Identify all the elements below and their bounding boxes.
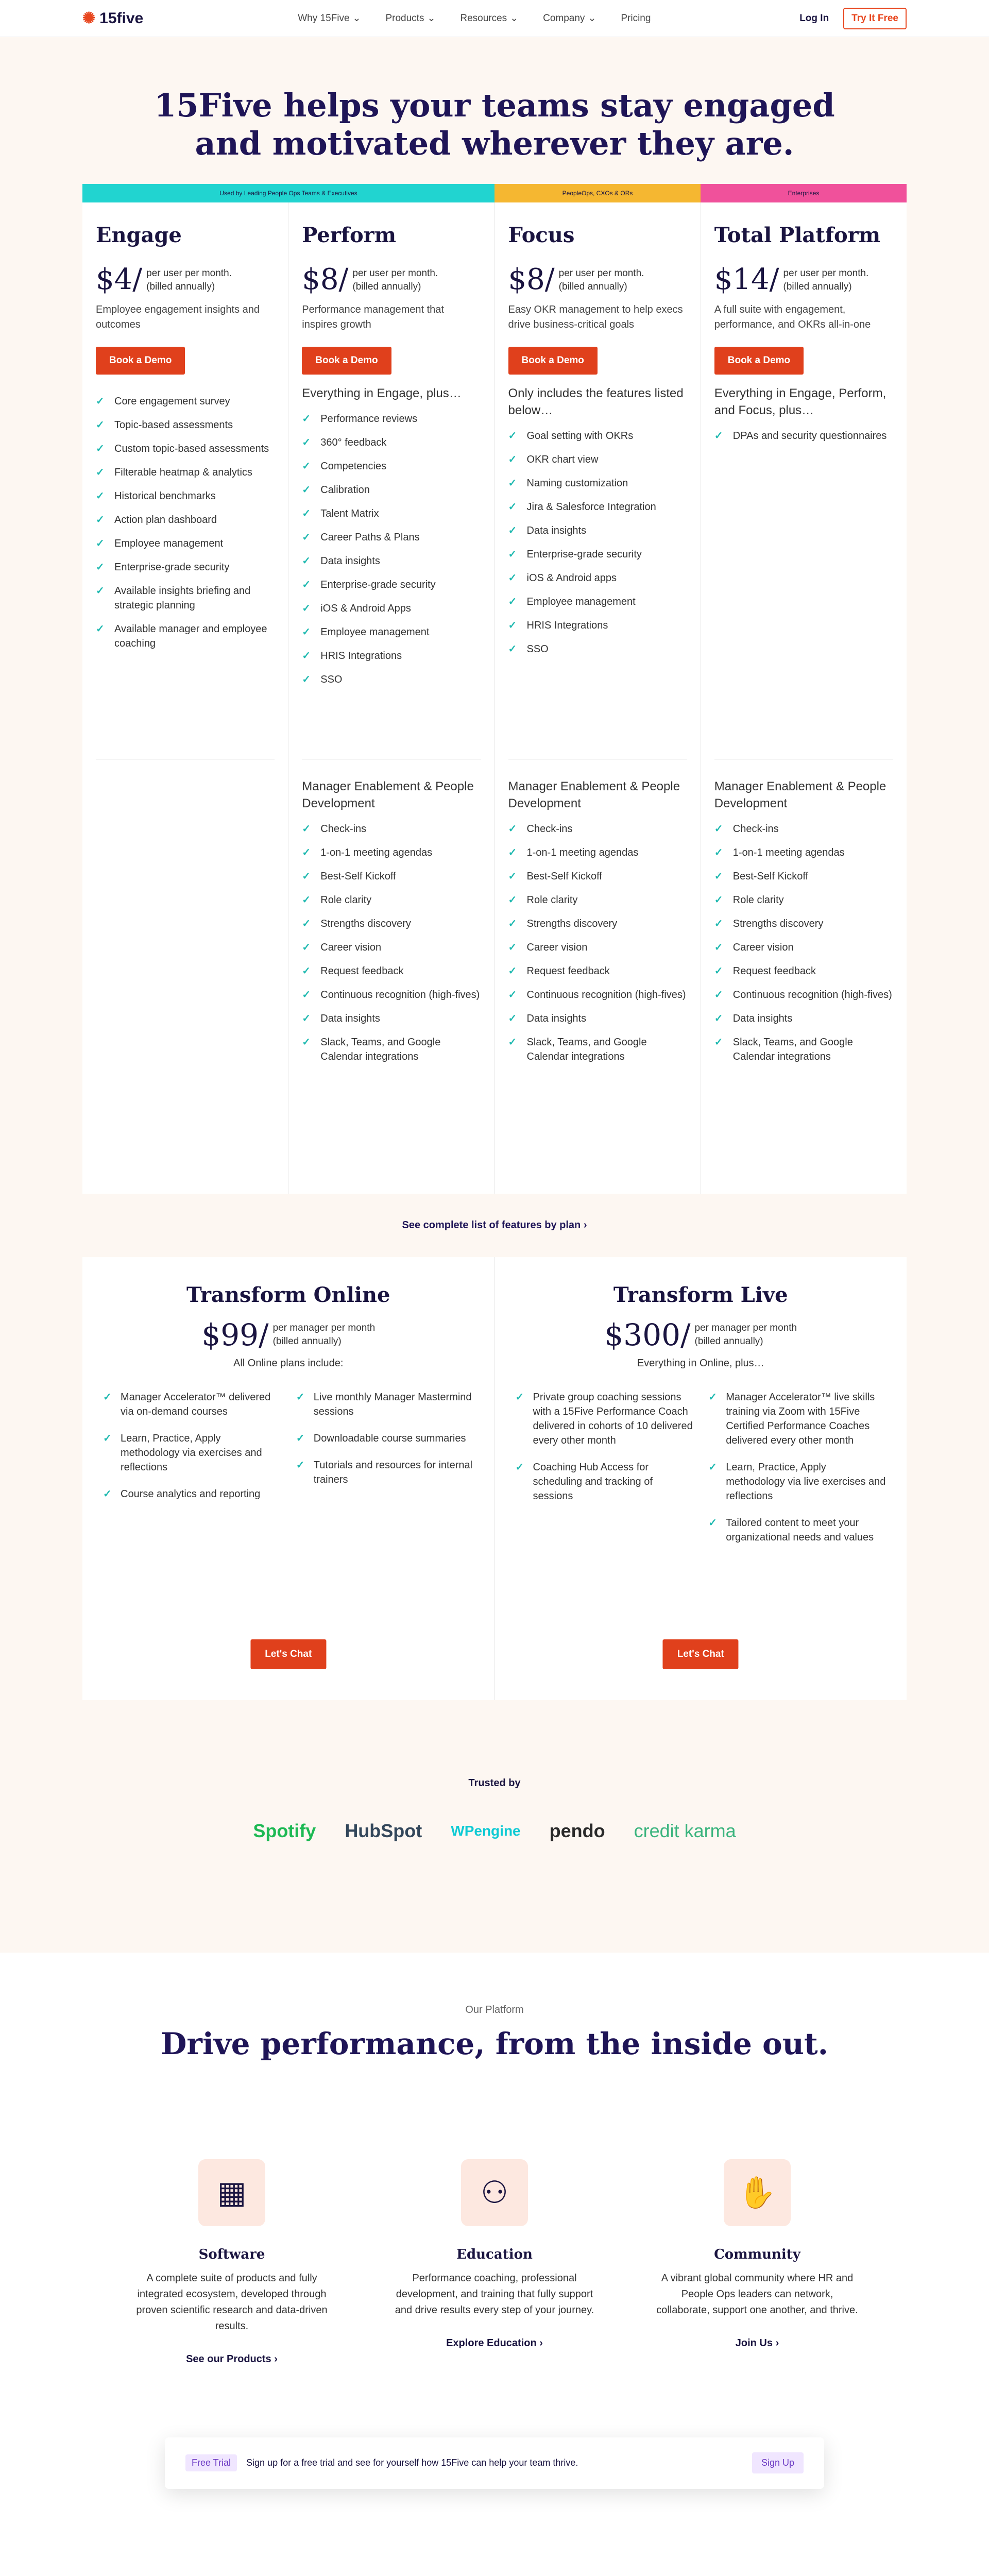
feature-item: ✓ Enterprise-grade security — [302, 578, 481, 592]
feature-item: ✓ Continuous recognition (high-fives) — [302, 988, 481, 1002]
nav-resources[interactable]: Resources ⌄ — [460, 12, 519, 24]
feature-item: ✓ Course analytics and reporting — [103, 1487, 281, 1501]
check-icon: ✓ — [508, 989, 517, 1001]
feature-item: ✓ Check-ins — [508, 822, 687, 836]
check-icon: ✓ — [302, 413, 311, 425]
feature-item: ✓ Role clarity — [302, 893, 481, 907]
education-text: Performance coaching, professional development, and training that fully support and drive results every step of your journey. — [395, 2272, 594, 2316]
feature-item: ✓ Career Paths & Plans — [302, 530, 481, 545]
check-icon: ✓ — [302, 579, 311, 590]
wpengine-logo: WPengine — [451, 1822, 521, 1839]
plan-price: $14/ — [714, 262, 779, 296]
check-icon: ✓ — [508, 965, 517, 977]
feature-item: ✓ HRIS Integrations — [302, 649, 481, 663]
feature-item: ✓ Coaching Hub Access for scheduling and tracking of sessions — [516, 1460, 693, 1503]
check-icon: ✓ — [296, 1432, 305, 1444]
free-trial-tag: Free Trial — [185, 2454, 237, 2471]
check-icon: ✓ — [508, 1036, 517, 1048]
feature-item: ✓ Strengths discovery — [508, 917, 687, 931]
plan-name: Focus — [508, 223, 575, 247]
nav-company[interactable]: Company ⌄ — [543, 12, 596, 24]
feature-item: ✓ Calibration — [302, 483, 481, 497]
platform-section — [0, 1953, 989, 2576]
check-icon: ✓ — [508, 941, 517, 953]
training-includes: All Online plans include: — [233, 1357, 344, 1369]
feature-item: ✓ Historical benchmarks — [96, 489, 275, 503]
feature-item: ✓ SSO — [302, 672, 481, 687]
feature-item: ✓ Check-ins — [302, 822, 481, 836]
page-title: 15Five helps your teams stay engaged and motivated wherever they are. — [154, 87, 835, 163]
check-icon: ✓ — [302, 650, 311, 662]
check-icon: ✓ — [96, 623, 105, 635]
nav-why[interactable]: Why 15Five ⌄ — [298, 12, 361, 24]
feature-item: ✓ Competencies — [302, 459, 481, 473]
check-icon: ✓ — [714, 823, 723, 835]
check-icon: ✓ — [302, 989, 311, 1001]
feature-item: ✓ Best-Self Kickoff — [508, 869, 687, 884]
check-icon: ✓ — [103, 1488, 112, 1500]
free-trial-text: Sign up for a free trial and see for yourself how 15Five can help your team thrive. — [246, 2458, 578, 2468]
nav-products[interactable]: Products ⌄ — [385, 12, 436, 24]
check-icon: ✓ — [508, 1012, 517, 1024]
training-price: $99/ — [201, 1317, 269, 1352]
feature-item: ✓ Employee management — [96, 536, 275, 551]
plan-desc: Easy OKR management to help execs drive business-critical goals — [508, 303, 683, 330]
check-icon: ✓ — [508, 477, 517, 489]
chevron-down-icon: ⌄ — [352, 13, 361, 24]
feature-item: ✓ Best-Self Kickoff — [302, 869, 481, 884]
check-icon: ✓ — [103, 1391, 112, 1403]
feature-item: ✓ Custom topic-based assessments — [96, 442, 275, 456]
check-icon: ✓ — [508, 430, 517, 442]
lets-chat-button[interactable]: Let's Chat — [663, 1639, 739, 1669]
feature-item: ✓ Data insights — [302, 554, 481, 568]
check-icon: ✓ — [302, 846, 311, 858]
check-icon: ✓ — [302, 965, 311, 977]
feature-item: ✓ Tailored content to meet your organizational needs and values — [708, 1516, 886, 1545]
training-plans — [82, 1257, 907, 1700]
training-name: Transform Online — [186, 1282, 390, 1307]
check-icon: ✓ — [96, 537, 105, 549]
check-icon: ✓ — [508, 846, 517, 858]
creditkarma-logo: credit karma — [634, 1820, 736, 1841]
feature-item: ✓ Continuous recognition (high-fives) — [508, 988, 687, 1002]
check-icon: ✓ — [515, 1461, 524, 1473]
feature-item: ✓ Career vision — [508, 940, 687, 955]
check-icon: ✓ — [508, 453, 517, 465]
check-icon: ✓ — [714, 846, 723, 858]
plan-desc: A full suite with engagement, performance, and OKRs all-in-one — [714, 303, 871, 330]
lets-chat-button[interactable]: Let's Chat — [250, 1639, 326, 1669]
check-icon: ✓ — [96, 443, 105, 454]
login-link[interactable]: Log In — [799, 12, 829, 24]
feature-item: ✓ Manager Accelerator™ live skills training via Zoom with 15Five Certified Performance Coaches delivered every other month — [708, 1390, 886, 1448]
check-icon: ✓ — [96, 466, 105, 478]
check-icon: ✓ — [508, 572, 517, 584]
check-icon: ✓ — [714, 918, 723, 929]
feature-item: ✓ Topic-based assessments — [96, 418, 275, 432]
feature-item: ✓ Goal setting with OKRs — [508, 429, 687, 443]
feature-item: ✓ Request feedback — [508, 964, 687, 978]
check-icon: ✓ — [302, 436, 311, 448]
check-icon: ✓ — [302, 531, 311, 543]
feature-item: ✓ Data insights — [302, 1011, 481, 1026]
feature-item: ✓ Career vision — [302, 940, 481, 955]
feature-item: ✓ Enterprise-grade security — [96, 560, 275, 574]
plan-perform: Perform $8/ per user per month. (billed annually) Performance management that inspires growth Book a Demo Everything in Engage, plus… ✓ Performance reviews ✓ 360° feedback ✓ Competencies ✓ Calibration ✓ Talent Matrix ✓ Career Paths & Plans ✓ Data insights ✓ Enterprise-grade security ✓ iOS & Android Apps ✓ Employee management ✓ HRIS Integrations ✓ SSO Manager Enablement & People Development ✓ Check-ins ✓ 1-on-1 meeting agendas ✓ Best-Self Kickoff ✓ Role clarity ✓ Strengths discovery ✓ Career vision ✓ Request feedback ✓ Continuous recognition (high-fives) ✓ Data insights ✓ Slack, Teams, and Google Calendar integrations — [288, 202, 494, 1194]
training-live: Transform Live $300/ per manager per month (billed annually) Everything in Online, plus… ✓ Private group coaching sessions with a 15Five Performance Coach delivered in cohorts of 10 delivered every other month ✓ Coaching Hub Access for scheduling and tracking of sessions ✓ Manager Accelerator™ live skills training via Zoom with 15Five Certified Performance Coaches delivered every other month ✓ Learn, Practice, Apply methodology via live exercises and reflections ✓ Tailored content to meet your organizational needs and values Let's Chat — [495, 1257, 907, 1700]
feature-item: ✓ Filterable heatmap & analytics — [96, 465, 275, 480]
chevron-down-icon: ⌄ — [427, 13, 436, 24]
check-icon: ✓ — [302, 626, 311, 638]
community-title: Community — [714, 2246, 800, 2262]
top-nav — [0, 0, 989, 37]
free-trial-banner — [165, 2437, 824, 2489]
feature-item: ✓ 1-on-1 meeting agendas — [302, 845, 481, 860]
pendo-logo: pendo — [549, 1820, 605, 1841]
check-icon: ✓ — [714, 965, 723, 977]
check-icon: ✓ — [714, 430, 723, 442]
feature-item: ✓ Slack, Teams, and Google Calendar integrations — [714, 1035, 893, 1064]
platform-eyebrow: Our Platform — [465, 2004, 524, 2015]
feature-item: ✓ OKR chart view — [508, 452, 687, 467]
chevron-down-icon: ⌄ — [588, 13, 596, 24]
check-icon: ✓ — [714, 1036, 723, 1048]
feature-item: ✓ Live monthly Manager Mastermind sessions — [296, 1390, 474, 1419]
logo[interactable]: ✺ 15five — [82, 9, 144, 27]
check-icon: ✓ — [714, 894, 723, 906]
feature-item: ✓ Available manager and employee coaching — [96, 622, 275, 651]
feature-item: ✓ Naming customization — [508, 476, 687, 490]
training-name: Transform Live — [613, 1282, 788, 1307]
check-icon: ✓ — [302, 1012, 311, 1024]
check-icon: ✓ — [714, 989, 723, 1001]
check-icon: ✓ — [508, 643, 517, 655]
feature-item: ✓ Employee management — [508, 595, 687, 609]
feature-item: ✓ Performance reviews — [302, 412, 481, 426]
check-icon: ✓ — [296, 1459, 305, 1471]
feature-item: ✓ Role clarity — [508, 893, 687, 907]
chevron-down-icon: ⌄ — [510, 13, 519, 24]
feature-item: ✓ Request feedback — [302, 964, 481, 978]
check-icon: ✓ — [296, 1391, 305, 1403]
platform-title: Drive performance, from the inside out. — [161, 2026, 828, 2061]
check-icon: ✓ — [96, 490, 105, 502]
feature-item: ✓ Enterprise-grade security — [508, 547, 687, 562]
check-icon: ✓ — [96, 514, 105, 526]
plan-price: $8/ — [302, 262, 349, 296]
feature-item: ✓ Data insights — [714, 1011, 893, 1026]
band-focus: PeopleOps, CXOs & ORs — [494, 184, 701, 202]
check-icon: ✓ — [96, 395, 105, 407]
check-icon: ✓ — [515, 1391, 524, 1403]
join-us-link[interactable]: Join Us › — [735, 2337, 779, 2349]
plan-name: Total Platform — [714, 223, 881, 247]
check-icon: ✓ — [508, 548, 517, 560]
logo-mark-icon: ✺ — [82, 10, 96, 27]
book-demo-button[interactable]: Book a Demo — [508, 347, 598, 375]
feature-item: ✓ Continuous recognition (high-fives) — [714, 988, 893, 1002]
feature-item: ✓ Jira & Salesforce Integration — [508, 500, 687, 514]
community-text: A vibrant global community where HR and People Ops leaders can network, collaborate, support one another, and thrive. — [656, 2272, 858, 2316]
band-enterprise: Enterprises — [701, 184, 907, 202]
see-products-link[interactable]: See our Products › — [186, 2353, 278, 2365]
check-icon: ✓ — [708, 1391, 718, 1403]
check-icon: ✓ — [508, 524, 517, 536]
check-icon: ✓ — [302, 918, 311, 929]
trusted-label: Trusted by — [468, 1777, 521, 1789]
check-icon: ✓ — [302, 673, 311, 685]
feature-item: ✓ Data insights — [508, 523, 687, 538]
feature-item: ✓ Slack, Teams, and Google Calendar integrations — [302, 1035, 481, 1064]
check-icon: ✓ — [508, 596, 517, 607]
feature-item: ✓ Learn, Practice, Apply methodology via exercises and reflections — [103, 1431, 281, 1475]
feature-item: ✓ Slack, Teams, and Google Calendar integrations — [508, 1035, 687, 1064]
check-icon: ✓ — [708, 1517, 718, 1529]
plan-name: Perform — [302, 223, 397, 247]
plan-subhead-2: Manager Enablement & People Development — [714, 779, 886, 811]
feature-item: ✓ Career vision — [714, 940, 893, 955]
check-icon: ✓ — [302, 823, 311, 835]
feature-item: ✓ Strengths discovery — [302, 917, 481, 931]
feature-item: ✓ Data insights — [508, 1011, 687, 1026]
feature-item: ✓ Best-Self Kickoff — [714, 869, 893, 884]
book-demo-button[interactable]: Book a Demo — [714, 347, 804, 375]
check-icon: ✓ — [302, 602, 311, 614]
check-icon: ✓ — [302, 870, 311, 882]
feature-item: ✓ Role clarity — [714, 893, 893, 907]
band-engage-perform: Used by Leading People Ops Teams & Executives — [82, 184, 494, 202]
feature-item: ✓ Manager Accelerator™ delivered via on-demand courses — [103, 1390, 281, 1419]
plan-subhead: Only includes the features listed below… — [508, 386, 684, 418]
main-menu — [298, 12, 651, 24]
education-icon: ⚇ — [461, 2159, 528, 2226]
plan-desc: Employee engagement insights and outcomes — [96, 303, 260, 330]
check-icon: ✓ — [508, 870, 517, 882]
feature-item: ✓ Employee management — [302, 625, 481, 639]
nav-pricing[interactable]: Pricing — [621, 12, 651, 24]
feature-item: ✓ Core engagement survey — [96, 394, 275, 409]
plan-desc: Performance management that inspires growth — [302, 303, 444, 330]
check-icon: ✓ — [96, 419, 105, 431]
check-icon: ✓ — [302, 555, 311, 567]
compare-link[interactable]: See complete list of features by plan › — [402, 1219, 587, 1231]
explore-education-link[interactable]: Explore Education › — [446, 2337, 543, 2349]
check-icon: ✓ — [714, 941, 723, 953]
training-price: $300/ — [604, 1317, 691, 1352]
plan-focus: Focus $8/ per user per month. (billed annually) Easy OKR management to help execs drive business-critical goals Book a Demo Only includes the features listed below… ✓ Goal setting with OKRs ✓ OKR chart view ✓ Naming customization ✓ Jira & Salesforce Integration ✓ Data insights ✓ Enterprise-grade security ✓ iOS & Android apps ✓ Employee management ✓ HRIS Integrations ✓ SSO Manager Enablement & People Development ✓ Check-ins ✓ 1-on-1 meeting agendas ✓ Best-Self Kickoff ✓ Role clarity ✓ Strengths discovery ✓ Career vision ✓ Request feedback ✓ Continuous recognition (high-fives) ✓ Data insights ✓ Slack, Teams, and Google Calendar integrations — [495, 202, 701, 1194]
check-icon: ✓ — [708, 1461, 718, 1473]
pricing-table — [82, 184, 907, 1194]
plan-subhead: Everything in Engage, Perform, and Focus, plus… — [714, 386, 886, 418]
check-icon: ✓ — [302, 941, 311, 953]
feature-item: ✓ Learn, Practice, Apply methodology via live exercises and reflections — [708, 1460, 886, 1503]
feature-item: ✓ iOS & Android apps — [508, 571, 687, 585]
plan-subhead-2: Manager Enablement & People Development — [508, 779, 680, 811]
plan-price: $4/ — [96, 262, 143, 296]
hubspot-logo: HubSpot — [345, 1820, 422, 1841]
check-icon: ✓ — [302, 894, 311, 906]
feature-item: ✓ HRIS Integrations — [508, 618, 687, 633]
feature-item: ✓ Strengths discovery — [714, 917, 893, 931]
feature-item: ✓ iOS & Android Apps — [302, 601, 481, 616]
feature-item: ✓ Request feedback — [714, 964, 893, 978]
feature-item: ✓ Talent Matrix — [302, 506, 481, 521]
check-icon: ✓ — [714, 1012, 723, 1024]
check-icon: ✓ — [508, 619, 517, 631]
feature-item: ✓ DPAs and security questionnaires — [714, 429, 893, 443]
education-title: Education — [456, 2246, 533, 2262]
feature-item: ✓ 360° feedback — [302, 435, 481, 450]
feature-item: ✓ Tutorials and resources for internal trainers — [296, 1458, 474, 1487]
plan-name: Engage — [96, 223, 182, 247]
check-icon: ✓ — [302, 1036, 311, 1048]
check-icon: ✓ — [96, 561, 105, 573]
plan-subhead: Everything in Engage, plus… — [302, 386, 462, 400]
plan-total-platform: Total Platform $14/ per user per month. (billed annually) A full suite with engagement, performance, and OKRs all-in-one Book a Demo Everything in Engage, Perform, and Focus, plus… ✓ DPAs and security questionnaires Manager Enablement & People Development ✓ Check-ins ✓ 1-on-1 meeting agendas ✓ Best-Self Kickoff ✓ Role clarity ✓ Strengths discovery ✓ Career vision ✓ Request feedback ✓ Continuous recognition (high-fives) ✓ Data insights ✓ Slack, Teams, and Google Calendar integrations — [701, 202, 907, 1194]
feature-item: ✓ Downloadable course summaries — [296, 1431, 474, 1446]
check-icon: ✓ — [508, 894, 517, 906]
check-icon: ✓ — [302, 507, 311, 519]
spotify-logo: Spotify — [253, 1820, 316, 1841]
check-icon: ✓ — [302, 460, 311, 472]
software-icon: ▦ — [198, 2159, 265, 2226]
trial-signup-button[interactable]: Sign Up — [752, 2452, 804, 2473]
software-title: Software — [198, 2246, 265, 2262]
software-text: A complete suite of products and fully integrated ecosystem, developed through proven scientific research and data-driven results. — [136, 2272, 328, 2332]
plan-price: $8/ — [508, 262, 555, 296]
plan-subhead-2: Manager Enablement & People Development — [302, 779, 474, 811]
try-free-button[interactable]: Try It Free — [843, 8, 907, 29]
feature-item: ✓ 1-on-1 meeting agendas — [714, 845, 893, 860]
book-demo-button[interactable]: Book a Demo — [302, 347, 391, 375]
training-online: Transform Online $99/ per manager per month (billed annually) All Online plans include: ✓ Manager Accelerator™ delivered via on-demand courses ✓ Learn, Practice, Apply methodology via exercises and reflections ✓ Course analytics and reporting ✓ Live monthly Manager Mastermind sessions ✓ Downloadable course summaries ✓ Tutorials and resources for internal trainers Let's Chat — [82, 1257, 495, 1700]
check-icon: ✓ — [508, 823, 517, 835]
feature-item: ✓ Private group coaching sessions with a 15Five Performance Coach delivered in cohorts of 10 delivered every other month — [516, 1390, 693, 1448]
check-icon: ✓ — [508, 501, 517, 513]
feature-item: ✓ SSO — [508, 642, 687, 656]
training-includes: Everything in Online, plus… — [637, 1357, 764, 1369]
check-icon: ✓ — [302, 484, 311, 496]
feature-item: ✓ Check-ins — [714, 822, 893, 836]
feature-item: ✓ Action plan dashboard — [96, 513, 275, 527]
check-icon: ✓ — [103, 1432, 112, 1444]
check-icon: ✓ — [508, 918, 517, 929]
check-icon: ✓ — [96, 585, 105, 597]
feature-item: ✓ 1-on-1 meeting agendas — [508, 845, 687, 860]
feature-item: ✓ Available insights briefing and strategic planning — [96, 584, 275, 613]
plan-engage: Engage $4/ per user per month. (billed annually) Employee engagement insights and outcomes Book a Demo ✓ Core engagement survey ✓ Topic-based assessments ✓ Custom topic-based assessments ✓ Filterable heatmap & analytics ✓ Historical benchmarks ✓ Action plan dashboard ✓ Employee management ✓ Enterprise-grade security ✓ Available insights briefing and strategic planning ✓ Available manager and employee coaching — [82, 202, 288, 1194]
book-demo-button[interactable]: Book a Demo — [96, 347, 185, 375]
community-icon: ✋ — [724, 2159, 791, 2226]
check-icon: ✓ — [714, 870, 723, 882]
